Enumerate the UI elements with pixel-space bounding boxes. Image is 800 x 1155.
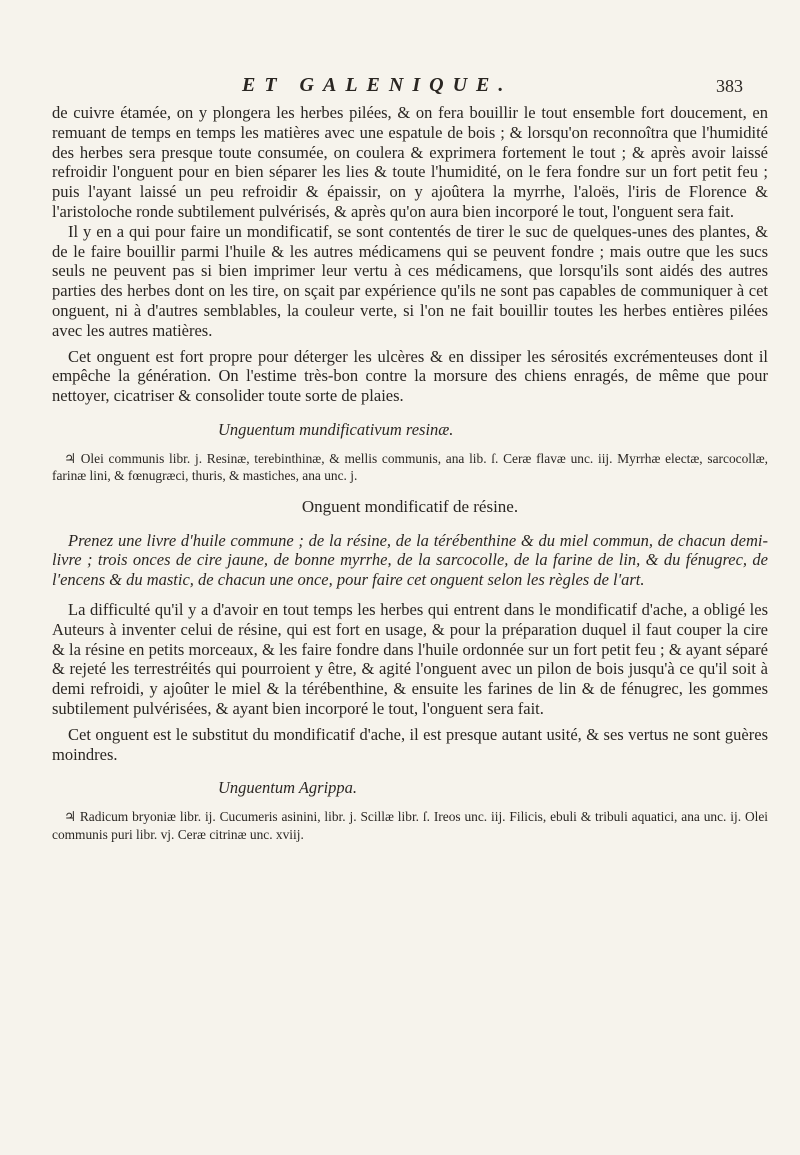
section-title-unguentum-agrippa: Unguentum Agrippa. xyxy=(218,778,358,798)
section-title-unguentum-resinae: Unguentum mundificativum resinæ. xyxy=(218,419,454,439)
french-title-onguent-resine: Onguent mondificatif de résine. xyxy=(301,496,519,516)
latin-recipe-resinae: ♃ Olei communis libr. j. Resinæ, terebinthinæ, & mellis communis, ana lib. ſ. Ceræ flavæ unc. iij. Myrrhæ electæ, sarcocollæ, farinæ lini, & fœnugræci, thuris, & mastiches, ana unc. j. xyxy=(52,450,768,484)
latin-recipe-agrippa: ♃ Radicum bryoniæ libr. ij. Cucumeris asinini, libr. j. Scillæ libr. ſ. Ireos unc. iij. Filicis, ebuli & tribuli aquatici, ana unc. ij. Olei communis puri libr. vj. Ceræ citrinæ unc. xviij. xyxy=(52,809,768,842)
paragraph-virtues: Cet onguent est fort propre pour déterger les ulcères & en dissiper les sérosités excrémenteuses dont il empêche la génération. On l'estime très-bon contre la morsure des chiens enragés, de même que pour nettoyer, cicatriser & consolider toute sorte de plaies. xyxy=(52,346,768,406)
paragraph-french-recipe: Prenez une livre d'huile commune ; de la résine, de la térébenthine & du miel commun, de chacun demi-livre ; trois onces de cire jaune, de bonne myrrhe, de la sarcocolle, de la farine de lin, & du fénugrec, de l'encens & du mastic, de chacun une once, pour faire cet onguent selon les règles de l'art. xyxy=(52,530,768,590)
running-title: ET GALENIQUE. xyxy=(242,74,513,96)
page-number: 383 xyxy=(716,76,743,96)
paragraph-substitute: Cet onguent est le substitut du mondificatif d'ache, il est presque autant usité, & ses vertus ne sont guères moindres. xyxy=(52,724,768,764)
paragraph-mondificatif-variant: Il y en a qui pour faire un mondificatif, se sont contentés de tirer le suc de quelques-unes des plantes, & de le faire bouillir parmi l'huile & les autres médicamens qui se peuvent fondre ; mais outre que les sucs seuls ne peuvent pas si bien imprimer leur vertu à ces médicamens, que lorsqu'ils sont aidés des autres parties des herbes dont on les tire, on sçait par expérience qu'ils ne sont pas capables de communiquer à cet onguent, ni à d'autres semblables, la couleur verte, si l'on ne fait bouillir toutes les herbes entières pilées avec les autres matières. xyxy=(52,221,768,340)
paragraph-difficulty: La difficulté qu'il y a d'avoir en tout temps les herbes qui entrent dans le mondificatif d'ache, a obligé les Auteurs à inventer celui de résine, qui est fort en usage, & pour la préparation duquel il faut couper la cire & la résine en petits morceaux, & les faire fondre dans l'huile ordonnée sur un fort petit feu ; & ayant séparé & rejeté les terrestréités qui pourroient y être, & agité l'onguent avec un pilon de bois jusqu'à ce qu'il soit à demi refroidi, y ajoûter le miel & la térébenthine, & ensuite les farines de lin & de fénugrec, les gommes subtilement pulvérisées, & ayant bien incorporé le tout, l'onguent sera fait. xyxy=(52,599,768,718)
paragraph-preparation: de cuivre étamée, on y plongera les herbes pilées, & on fera bouillir le tout ensemble fort doucement, en remuant de temps en temps les matières avec une espatule de bois ; & lorsqu'on reconnoîtra que l'humidité des herbes sera presque toute consumée, on coulera & exprimera fortement le tout ; & après avoir laissé refroidir l'onguent pour en bien séparer les lies & toute l'humidité, on le fera fondre sur un fort petit feu ; puis l'ayant laissé un peu refroidir & épaissir, on y ajoûtera la myrrhe, l'aloës, l'iris de Florence & l'aristoloche ronde subtilement pulvérisés, & après qu'on aura bien incorporé le tout, l'onguent sera fait. xyxy=(52,103,768,221)
page-header xyxy=(0,74,800,100)
body-text xyxy=(52,103,768,843)
